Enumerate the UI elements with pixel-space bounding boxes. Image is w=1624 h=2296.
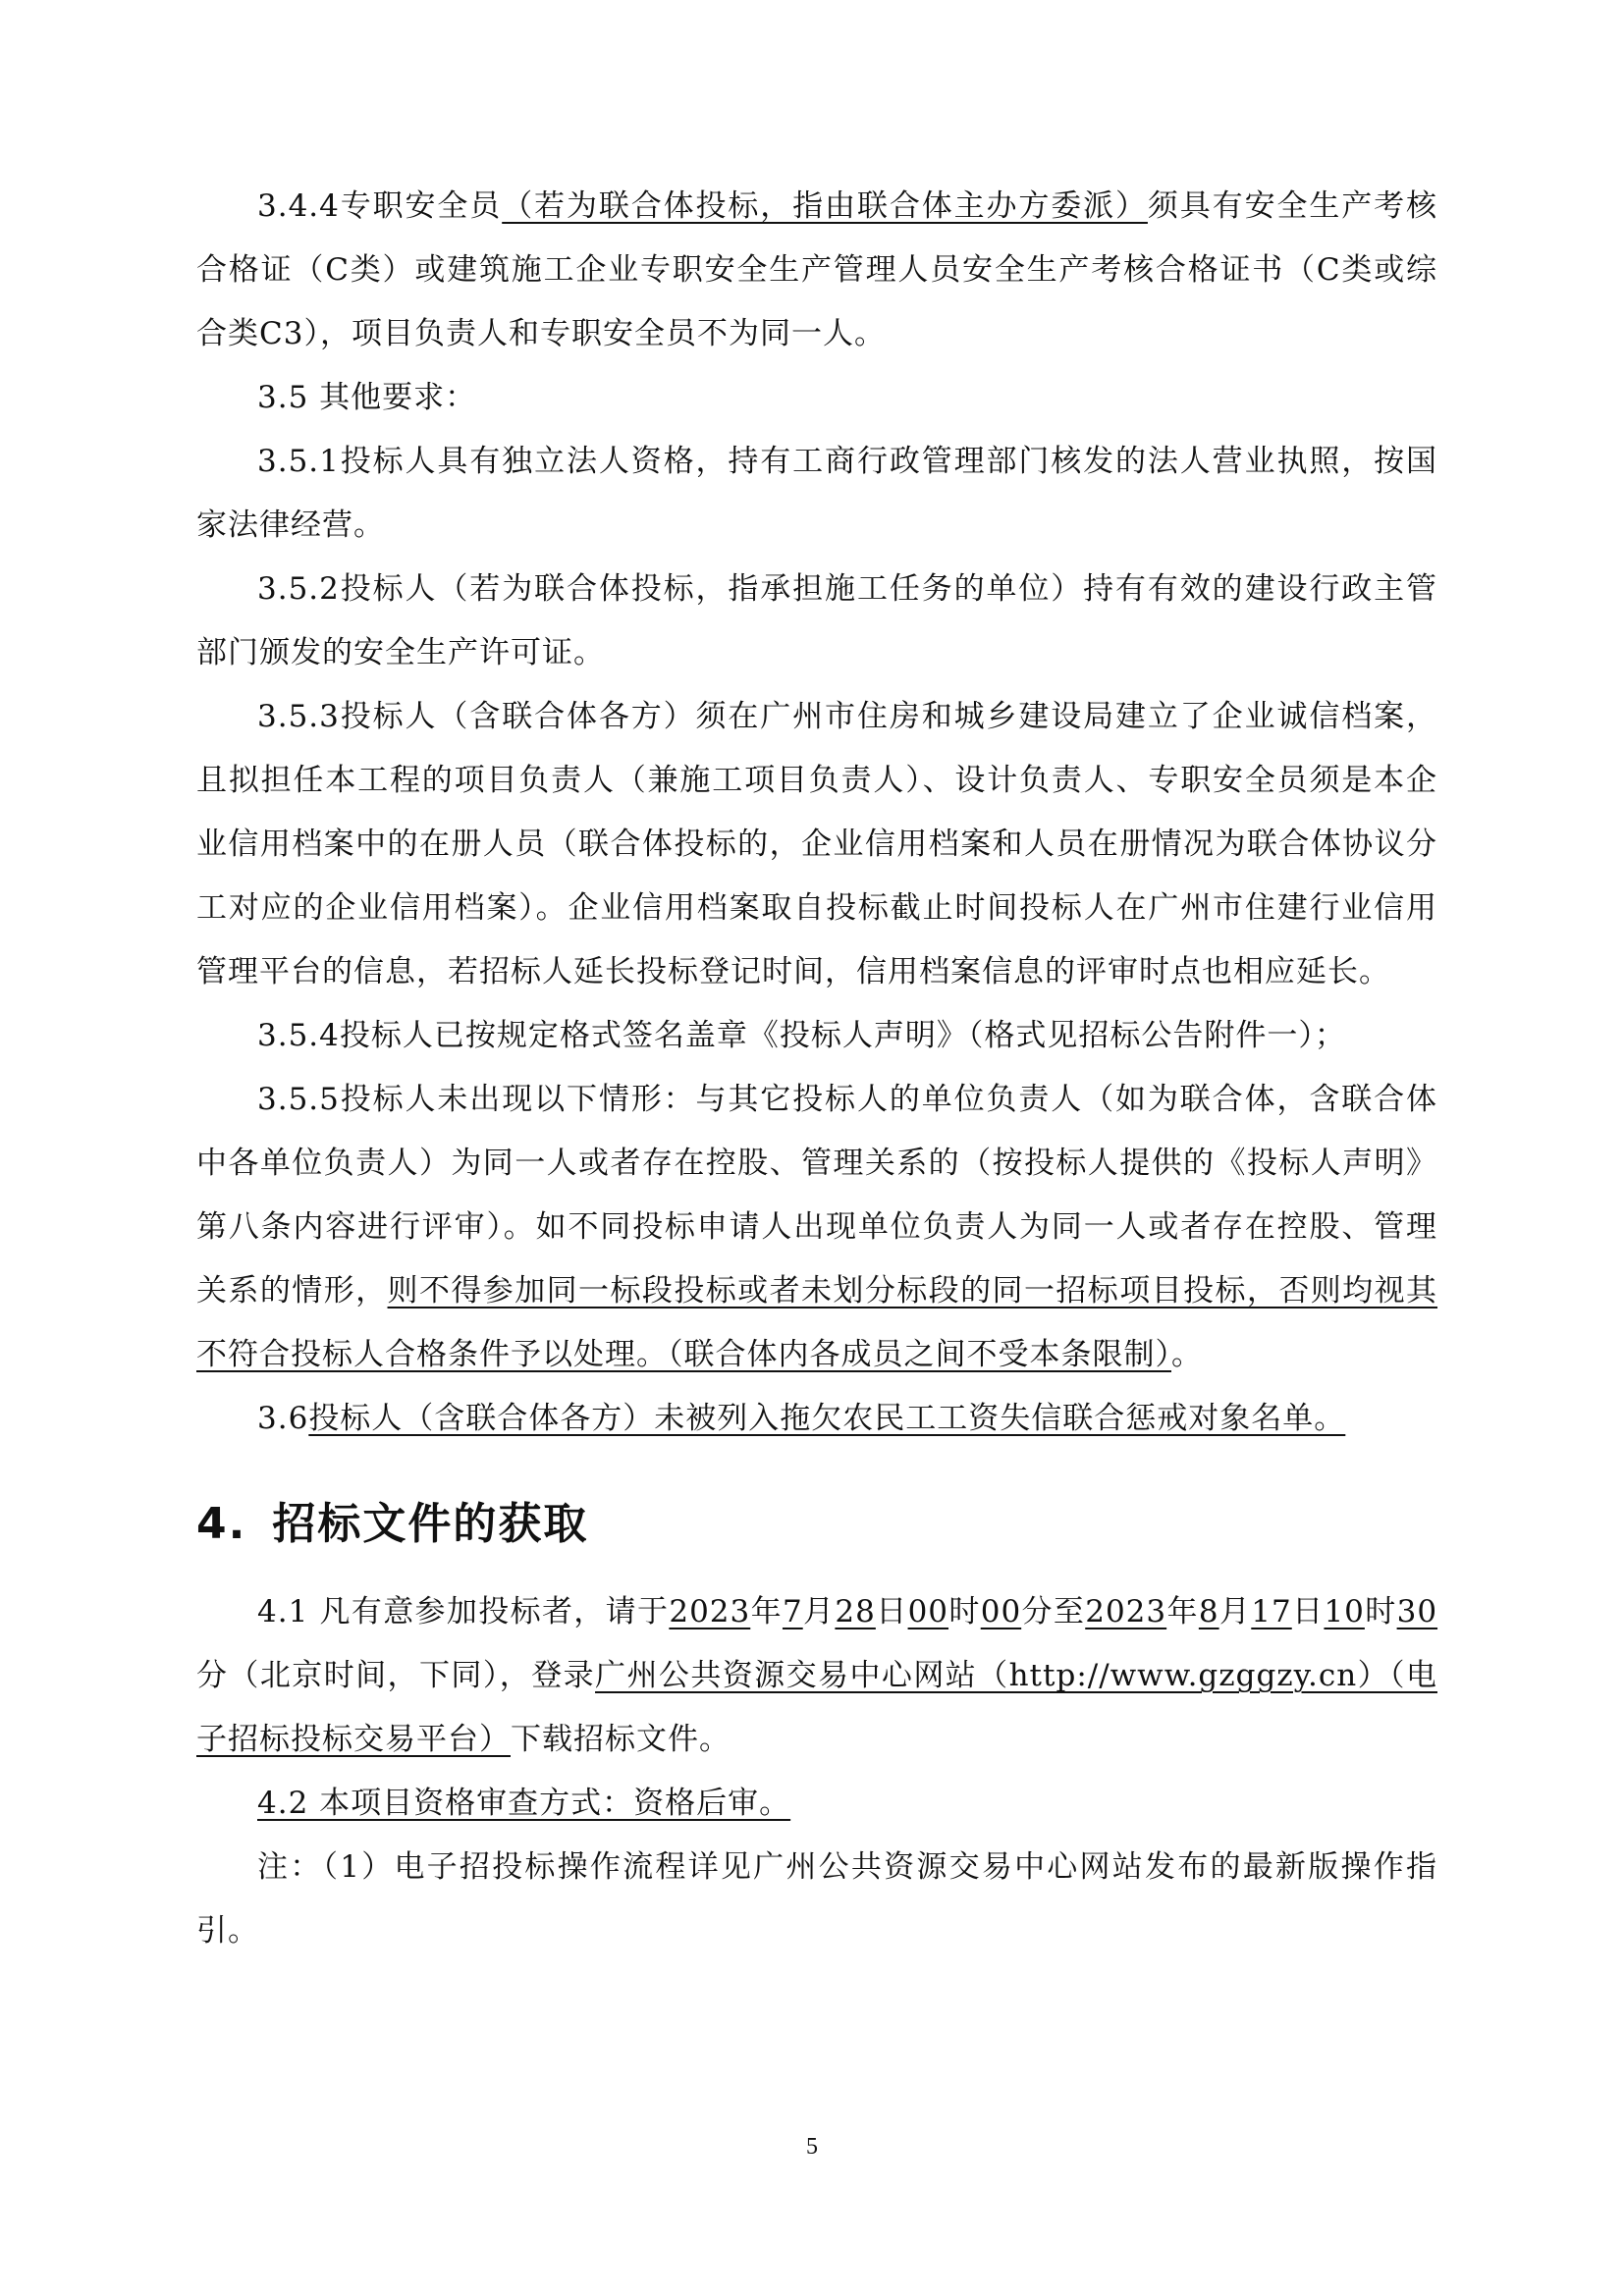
- underlined-text: （若为联合体投标，指由联合体主办方委派）: [502, 188, 1148, 224]
- underlined-text: 2023: [1085, 1594, 1167, 1629]
- underlined-text: 8: [1198, 1594, 1219, 1629]
- underlined-text: 30: [1396, 1594, 1438, 1629]
- page-content: [196, 175, 1437, 1963]
- underlined-text: 2023: [669, 1594, 751, 1629]
- underlined-text: 广州公共资源交易中心网站（http://www.gzggzy.cn）（电子招标投标交易平台）: [196, 1658, 1437, 1757]
- paragraph: [196, 558, 1437, 685]
- paragraph: [196, 366, 1437, 430]
- underlined-text: 7: [782, 1594, 803, 1629]
- paragraph: [196, 1580, 1437, 1772]
- section-4-heading: [196, 1490, 1437, 1559]
- text-run: 3.5.1投标人具有独立法人资格，持有工商行政管理部门核发的法人营业执照，按国家法律经营。: [196, 444, 1437, 543]
- text-run: 4.1 凡有意参加投标者，请于: [257, 1594, 670, 1629]
- underlined-text: 投标人（含联合体各方）未被列入拖欠农民工工资失信联合惩戒对象名单。: [308, 1401, 1346, 1436]
- text-run: 日: [1291, 1594, 1325, 1629]
- text-run: 3.4.4专职安全员: [257, 188, 503, 224]
- text-run: 日: [875, 1594, 908, 1629]
- text-run: 时: [1364, 1594, 1397, 1629]
- paragraph: [196, 1836, 1437, 1963]
- text-run: 3.5.4投标人已按规定格式签名盖章《投标人声明》（格式见招标公告附件一）；: [257, 1018, 1346, 1053]
- text-run: 年: [1166, 1594, 1199, 1629]
- paragraph: [196, 1004, 1437, 1068]
- text-run: 3.5 其他要求：: [257, 380, 477, 415]
- underlined-text: 4.2 本项目资格审查方式：资格后审。: [257, 1786, 791, 1821]
- text-run: 注：（1）电子招投标操作流程详见广州公共资源交易中心网站发布的最新版操作指引。: [196, 1849, 1437, 1949]
- section-3-body: [196, 175, 1437, 1451]
- text-run: 3.5.5投标人未出现以下情形：与其它投标人的单位负责人（如为联合体，含联合体中各单位负责人）为同一人或者存在控股、管理关系的（按投标人提供的《投标人声明》第八条内容进行评审）。如不同投标申请人出现单位负责人为同一人或者存在控股、管理关系的情形，: [196, 1082, 1437, 1308]
- underlined-text: 28: [835, 1594, 876, 1629]
- paragraph: [196, 1387, 1437, 1451]
- text-run: 分（北京时间，下同），登录: [196, 1658, 596, 1693]
- underlined-text: 17: [1251, 1594, 1292, 1629]
- section-4-title: 招标文件的获取: [272, 1499, 589, 1549]
- text-run: 分至: [1021, 1594, 1086, 1629]
- paragraph: [196, 1772, 1437, 1836]
- text-run: 下载招标文件。: [511, 1722, 731, 1757]
- underlined-text: 00: [980, 1594, 1022, 1629]
- text-run: 月: [802, 1594, 836, 1629]
- text-run: 3.5.2投标人（若为联合体投标，指承担施工任务的单位）持有有效的建设行政主管部门颁发的安全生产许可证。: [196, 571, 1437, 670]
- text-run: 。: [1171, 1337, 1203, 1372]
- section-4-number: 4.: [196, 1499, 247, 1549]
- text-run: 月: [1218, 1594, 1252, 1629]
- text-run: 年: [750, 1594, 783, 1629]
- page-number: 5: [806, 2134, 818, 2160]
- underlined-text: 则不得参加同一标段投标或者未划分标段的同一招标项目投标，否则均视其不符合投标人合格条件予以处理。（联合体内各成员之间不受本条限制）: [196, 1273, 1438, 1372]
- paragraph: [196, 175, 1437, 366]
- underlined-text: 10: [1324, 1594, 1365, 1629]
- section-4-body: [196, 1580, 1437, 1963]
- paragraph: [196, 685, 1437, 1004]
- text-run: 须具有安全生产考核合格证（C类）或建筑施工企业专职安全生产管理人员安全生产考核合格证书（C类或综合类C3），项目负责人和专职安全员不为同一人。: [196, 188, 1438, 351]
- paragraph: [196, 1068, 1437, 1387]
- text-run: 3.5.3投标人（含联合体各方）须在广州市住房和城乡建设局建立了企业诚信档案，且拟担任本工程的项目负责人（兼施工项目负责人）、设计负责人、专职安全员须是本企业信用档案中的在册人员（联合体投标的，企业信用档案和人员在册情况为联合体协议分工对应的企业信用档案）。企业信用档案取自投标截止时间投标人在广州市住建行业信用管理平台的信息，若招标人延长投标登记时间，信用档案信息的评审时点也相应延长。: [196, 699, 1437, 989]
- underlined-text: 00: [907, 1594, 949, 1629]
- text-run: 3.6: [257, 1401, 309, 1436]
- text-run: 时: [948, 1594, 981, 1629]
- paragraph: [196, 430, 1437, 558]
